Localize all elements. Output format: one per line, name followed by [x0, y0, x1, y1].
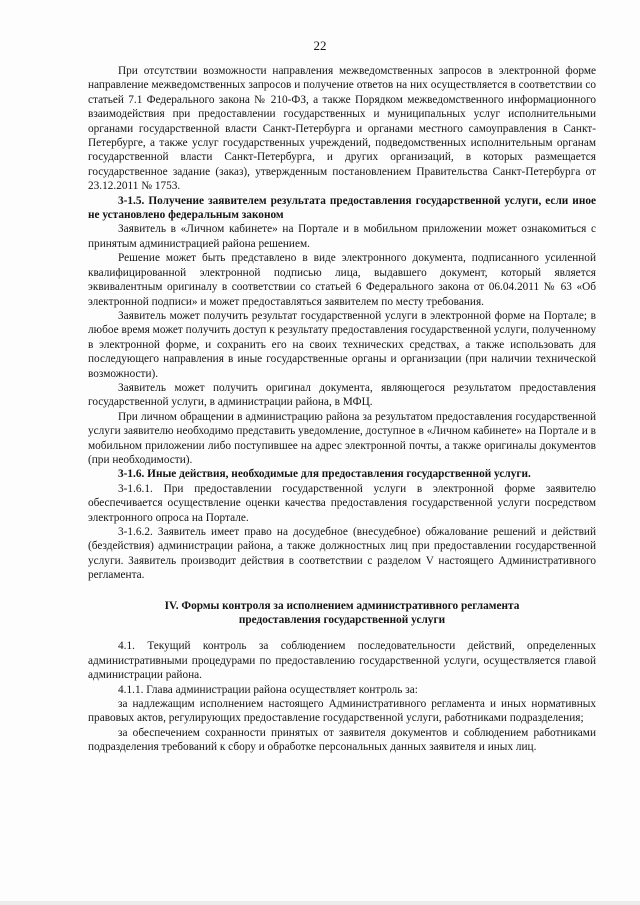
section-3-1-6-heading: 3-1.6. Иные действия, необходимые для предоставления государственной услуги. — [118, 468, 531, 481]
paragraph-personal-visit: При личном обращении в администрацию района за результатом предоставления государственной услуги заявителю необходимо представить уведомление, доступное в «Личном кабинете» на Портале и в мобильном приложении либо поступившее на адрес электронной почты, а также оригиналы документов (при необходимости). — [88, 410, 596, 466]
scan-edge — [0, 901, 640, 905]
paragraph-control-regulation: за надлежащим исполнением настоящего Административного регламента и иных нормативных правовых актов, регулирующих предоставление государственной услуги, работниками подразделения; — [88, 698, 596, 725]
paragraph-3-1-6-1: 3-1.6.1. При предоставлении государственной услуги в электронной форме заявителю обеспечивается осуществление оценки качества предоставления государственной услуги посредством электронного опроса на Портале. — [88, 482, 596, 524]
document-body — [88, 64, 596, 755]
paragraph-interagency-requests: При отсутствии возможности направления межведомственных запросов в электронной форме направление межведомственных запросов и получение ответов на них осуществляется в соответствии со статьей 7.1 Федерального закона № 210-ФЗ, а также Порядком межведомственного информационного взаимодействия при предоставлении государственных и муниципальных услуг исполнительными органами государственной власти Санкт-Петербурга и органами местного самоуправления в Санкт-Петербурге, а также услуг государственных учреждений, подведомственных исполнительным органам государственной власти Санкт-Петербурга, и других организаций, в которых размещается государственное задание (заказ), утвержденным постановлением Правительства Санкт-Петербурга от 23.12.2011 № 1753. — [88, 65, 596, 193]
paragraph-4-1: 4.1. Текущий контроль за соблюдением последовательности действий, определенных административными процедурами по предоставлению государственной услуги, осуществляется главой администрации района. — [88, 640, 596, 682]
paragraph-control-personal-data: за обеспечением сохранности принятых от заявителя документов и соблюдением работниками подразделения требований к сбору и обработке персональных данных заявителя и иных лиц. — [88, 726, 596, 754]
paragraph-4-1-1: 4.1.1. Глава администрации района осуществляет контроль за: — [118, 683, 418, 696]
chapter-iv-heading — [88, 599, 596, 628]
section-3-1-5-heading: 3-1.5. Получение заявителем результата предоставления государственной услуги, если иное не установлено федеральным законом — [88, 194, 596, 222]
chapter-iv-heading-line2: предоставления государственной услуги — [238, 614, 446, 627]
paragraph-3-1-6-2: 3-1.6.2. Заявитель имеет право на досудебное (внесудебное) обжалование решений и действий (бездействия) администрации района, а также должностных лиц при предоставлении государственной услуги. Заявитель производит действия в соответствии с разделом V настоящего Административного регламента. — [88, 526, 596, 582]
paragraph-electronic-document: Решение может быть представлено в виде электронного документа, подписанного усиленной квалифицированной электронной подписью лица, выдавшего документ, который является эквивалентным оригиналу в соответствии со статьей 6 Федерального закона от 06.04.2011 № 63 «Об электронной подписи» и может предоставляться заявителем по месту требования. — [88, 252, 596, 308]
paragraph-original-document: Заявитель может получить оригинал документа, являющегося результатом предоставления государственной услуги, в администрации района, в МФЦ. — [88, 381, 596, 409]
chapter-iv-heading-line1: IV. Формы контроля за исполнением административного регламента — [164, 599, 520, 612]
paragraph-personal-cabinet: Заявитель в «Личном кабинете» на Портале и в мобильном приложении может ознакомиться с принятым администрацией района решением. — [88, 223, 596, 250]
page-number: 22 — [313, 38, 327, 53]
paragraph-electronic-result: Заявитель может получить результат государственной услуги в электронной форме на Портале; в любое время может получить доступ к результату предоставления государственной услуги, полученному в электронной форме, и сохранить его на своих технических средствах, а также использовать для последующего направления в иные государственные органы и организации (при наличии технической возможности). — [88, 309, 596, 380]
